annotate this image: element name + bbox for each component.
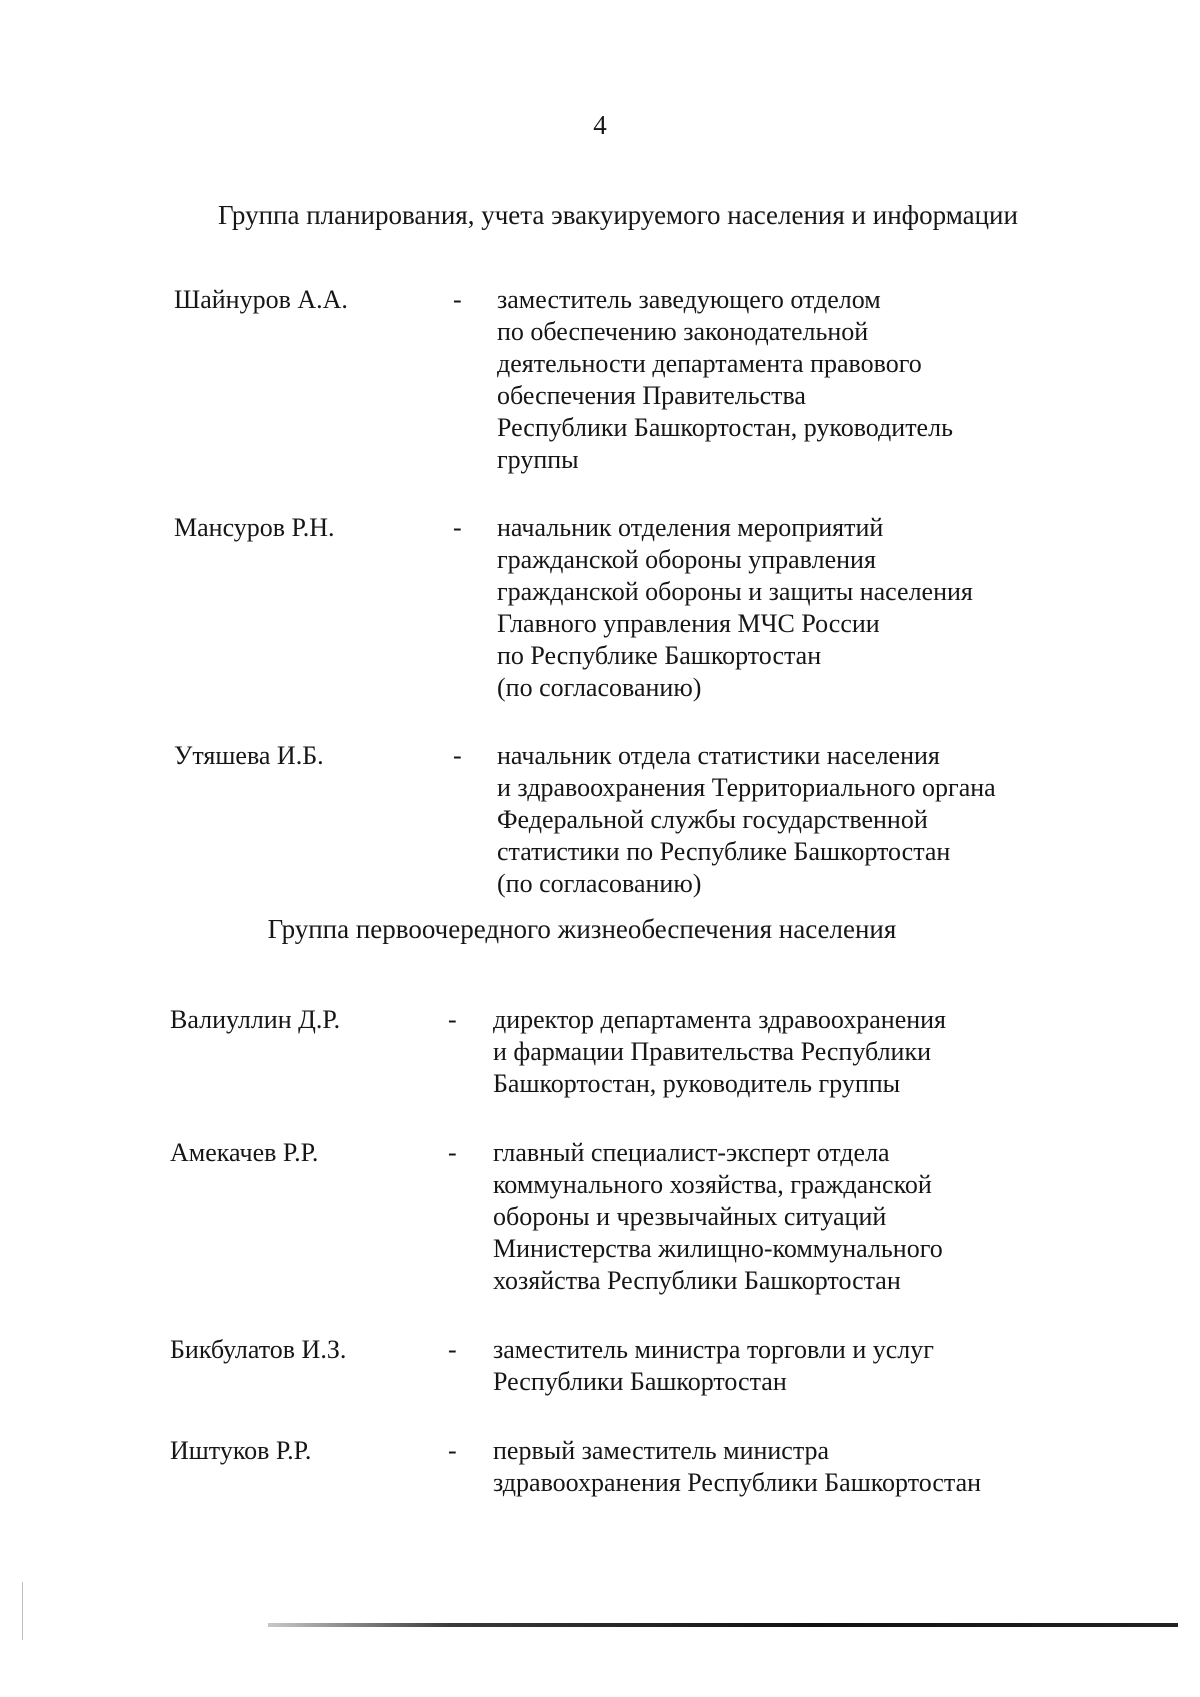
member-dash: -: [453, 741, 462, 770]
scan-edge-mark: [22, 1582, 23, 1640]
member-entry: [0, 1004, 1200, 1100]
member-dash: -: [448, 1436, 457, 1465]
member-entry: [0, 1137, 1200, 1297]
group-heading-text: Группа планирования, учета эвакуируемого населения и информации: [218, 200, 1018, 230]
member-dash: -: [453, 285, 462, 314]
bottom-scan-line: [268, 1623, 1178, 1627]
group-heading-text: Группа первоочередного жизнеобеспечения населения: [267, 914, 897, 944]
member-name: Утяшева И.Б.: [174, 741, 324, 770]
member-dash: -: [453, 513, 462, 542]
member-name: Мансуров Р.Н.: [174, 513, 335, 542]
member-position: начальник отделения мероприятий гражданской обороны управления гражданской обороны и защиты населения Главного управления МЧС России по Республике Башкортостан (по согласованию): [497, 513, 973, 702]
member-dash: -: [448, 1005, 457, 1034]
group-heading-life-support: [0, 914, 1200, 945]
page-number: 4: [593, 110, 607, 140]
member-entry: [0, 512, 1200, 704]
member-name: Бикбулатов И.З.: [170, 1335, 347, 1364]
member-position: главный специалист-эксперт отдела коммунального хозяйства, гражданской обороны и чрезвычайных ситуаций Министерства жилищно-коммунального хозяйства Республики Башкортостан: [493, 1138, 943, 1295]
member-list-planning: [0, 284, 1200, 900]
group-heading-planning: [0, 200, 1200, 231]
member-name: Валиуллин Д.Р.: [170, 1005, 341, 1034]
member-name: Иштуков Р.Р.: [170, 1436, 312, 1465]
member-position: заместитель министра торговли и услуг Республики Башкортостан: [493, 1335, 934, 1396]
member-position: начальник отдела статистики населения и здравоохранения Территориального органа Федеральной службы государственной статистики по Республике Башкортостан (по согласованию): [497, 741, 996, 898]
member-entry: [0, 284, 1200, 476]
member-dash: -: [448, 1335, 457, 1364]
member-position: директор департамента здравоохранения и фармации Правительства Республики Башкортостан, руководитель группы: [493, 1005, 947, 1098]
member-position: заместитель заведующего отделом по обеспечению законодательной деятельности департамента правового обеспечения Правительства Республики Башкортостан, руководитель группы: [497, 285, 953, 474]
member-entry: [0, 740, 1200, 900]
member-entry: [0, 1334, 1200, 1398]
member-dash: -: [448, 1138, 457, 1167]
member-entry: [0, 1435, 1200, 1499]
member-position: первый заместитель министра здравоохранения Республики Башкортостан: [493, 1436, 982, 1497]
member-list-life-support: [0, 1004, 1200, 1499]
member-name: Шайнуров А.А.: [174, 285, 348, 314]
member-name: Амекачев Р.Р.: [170, 1138, 319, 1167]
